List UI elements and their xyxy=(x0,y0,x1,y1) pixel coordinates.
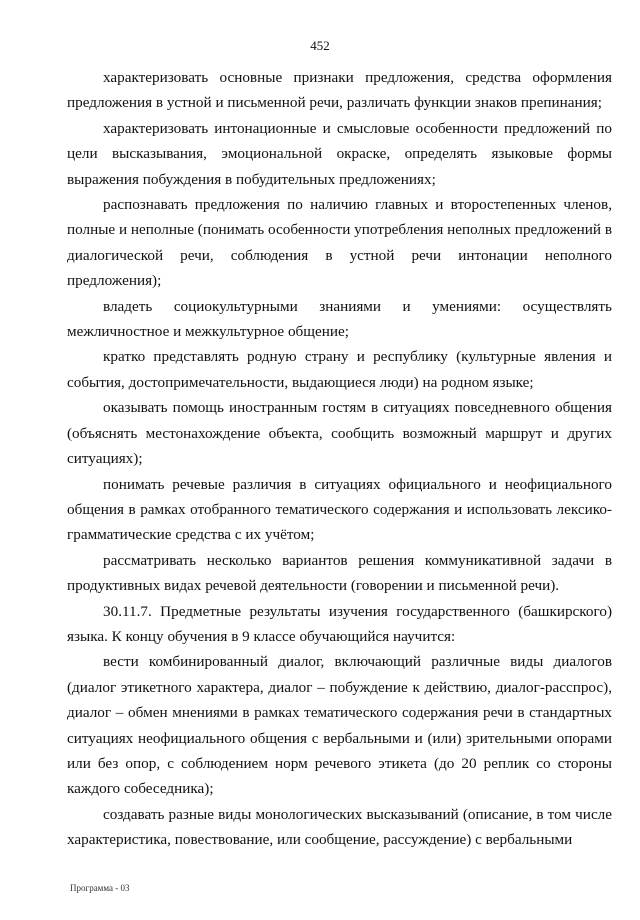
page-number: 452 xyxy=(310,38,330,53)
paragraph-11: создавать разные виды монологических высказываний (описание, в том числе характеристика, повествование, или сообщение, рассуждение) с вербальными xyxy=(67,805,612,849)
document-body xyxy=(67,65,612,853)
paragraph-7: понимать речевые различия в ситуациях официального и неофициального общения в рамках отобранного тематического содержания и использовать лексико-грамматические средства с их учётом; xyxy=(67,475,612,544)
paragraph-1: характеризовать основные признаки предложения, средства оформления предложения в устной и письменной речи, различать функции знаков препинания; xyxy=(67,69,612,112)
footer-note: Программа - 03 xyxy=(70,883,130,893)
paragraph-3: распознавать предложения по наличию главных и второстепенных членов, полные и неполные (понимать особенности употребления неполных предложений в диалогической речи, соблюдения в устной речи интонации неполного предложения); xyxy=(67,196,612,290)
paragraph-4: владеть социокультурными знаниями и умениями: осуществлять межличностное и межкультурное общение; xyxy=(67,297,612,341)
paragraph-8: рассматривать несколько вариантов решения коммуникативной задачи в продуктивных видах речевой деятельности (говорении и письменной речи). xyxy=(67,551,612,595)
paragraph-2: характеризовать интонационные и смысловые особенности предложений по цели высказывания, эмоциональной окраске, определять языковые формы выражения побуждения в побудительных предложениях; xyxy=(67,119,612,188)
paragraph-5: кратко представлять родную страну и республику (культурные явления и события, достопримечательности, выдающиеся люди) на родном языке; xyxy=(67,348,612,391)
paragraph-10: вести комбинированный диалог, включающий различные виды диалогов (диалог этикетного характера, диалог – побуждение к действию, диалог-расспрос), диалог – обмен мнениями в рамках тематического содержания речи в стандартных ситуациях неофициального общения с вербальными и (или) зрительными опорами или без опор, с соблюдением норм речевого этикета (до 20 реплик со стороны каждого собеседника); xyxy=(67,653,612,798)
section-heading-30-11-7: 30.11.7. Предметные результаты изучения государственного (башкирского) языка. К концу обучения в 9 классе обучающийся научится: xyxy=(67,602,612,645)
paragraph-6: оказывать помощь иностранным гостям в ситуациях повседневного общения (объяснять местонахождение объекта, сообщить возможный маршрут и других ситуациях); xyxy=(67,399,612,468)
